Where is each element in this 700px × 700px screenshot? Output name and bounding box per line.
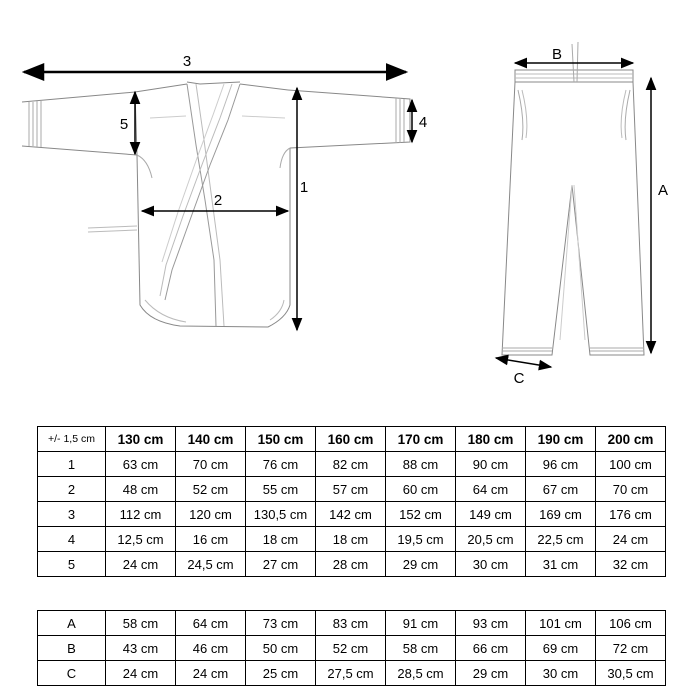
table-cell: 29 cm [456, 661, 526, 686]
row-label: C [38, 661, 106, 686]
table-cell: 91 cm [386, 611, 456, 636]
dimension-label-C: C [513, 370, 525, 387]
table-row [38, 527, 666, 552]
table-cell: 24 cm [176, 661, 246, 686]
table-cell: 58 cm [386, 636, 456, 661]
dimension-label-1: 1 [299, 179, 309, 196]
dimension-arrow-C [496, 358, 551, 367]
table-cell: 31 cm [526, 552, 596, 577]
table-row [38, 611, 666, 636]
table-cell: 67 cm [526, 477, 596, 502]
pants-dimensions [496, 63, 651, 367]
table-cell: 19,5 cm [386, 527, 456, 552]
table-cell: 27,5 cm [316, 661, 386, 686]
table-cell: 169 cm [526, 502, 596, 527]
dimension-label-2: 2 [213, 192, 223, 209]
table-cell: 83 cm [316, 611, 386, 636]
table-cell: 52 cm [176, 477, 246, 502]
table-cell: 24 cm [106, 552, 176, 577]
table-row [38, 502, 666, 527]
dimension-label-5: 5 [119, 116, 129, 133]
table-cell: 63 cm [106, 452, 176, 477]
table-cell: 18 cm [316, 527, 386, 552]
size-header: 190 cm [526, 427, 596, 452]
table-cell: 70 cm [596, 477, 666, 502]
table-cell: 20,5 cm [456, 527, 526, 552]
table-cell: 176 cm [596, 502, 666, 527]
row-label: 1 [38, 452, 106, 477]
table-cell: 101 cm [526, 611, 596, 636]
size-header: 160 cm [316, 427, 386, 452]
table-cell: 24 cm [106, 661, 176, 686]
table-cell: 30 cm [526, 661, 596, 686]
table-cell: 55 cm [246, 477, 316, 502]
pants-size-table [37, 610, 666, 686]
table-cell: 24 cm [596, 527, 666, 552]
table-row [38, 452, 666, 477]
table-cell: 43 cm [106, 636, 176, 661]
table-cell: 48 cm [106, 477, 176, 502]
table-cell: 50 cm [246, 636, 316, 661]
size-header: 140 cm [176, 427, 246, 452]
table-cell: 90 cm [456, 452, 526, 477]
table-row [38, 661, 666, 686]
table-cell: 16 cm [176, 527, 246, 552]
table-cell: 72 cm [596, 636, 666, 661]
dimension-label-4: 4 [418, 114, 428, 131]
jacket-size-table [37, 426, 666, 577]
table-cell: 29 cm [386, 552, 456, 577]
table-row [38, 636, 666, 661]
size-header: 150 cm [246, 427, 316, 452]
size-header: 180 cm [456, 427, 526, 452]
table-cell: 46 cm [176, 636, 246, 661]
table-cell: 142 cm [316, 502, 386, 527]
tolerance-cell: +/- 1,5 cm [38, 427, 106, 452]
table-cell: 57 cm [316, 477, 386, 502]
size-header: 130 cm [106, 427, 176, 452]
row-label: 4 [38, 527, 106, 552]
table-header-row [38, 427, 666, 452]
table-cell: 25 cm [246, 661, 316, 686]
table-cell: 112 cm [106, 502, 176, 527]
dimension-label-B: B [551, 46, 563, 63]
table-row [38, 477, 666, 502]
table-cell: 22,5 cm [526, 527, 596, 552]
table-cell: 28,5 cm [386, 661, 456, 686]
row-label: 2 [38, 477, 106, 502]
dimension-label-A: A [657, 182, 669, 199]
table-cell: 106 cm [596, 611, 666, 636]
table-cell: 93 cm [456, 611, 526, 636]
table-row [38, 552, 666, 577]
table-cell: 27 cm [246, 552, 316, 577]
row-label: B [38, 636, 106, 661]
table-cell: 18 cm [246, 527, 316, 552]
pants-drawing [502, 42, 644, 355]
table-cell: 69 cm [526, 636, 596, 661]
table-cell: 88 cm [386, 452, 456, 477]
table-cell: 120 cm [176, 502, 246, 527]
row-label: 5 [38, 552, 106, 577]
dimension-label-3: 3 [182, 53, 192, 70]
table-cell: 149 cm [456, 502, 526, 527]
table-cell: 64 cm [176, 611, 246, 636]
table-cell: 152 cm [386, 502, 456, 527]
row-label: A [38, 611, 106, 636]
table-cell: 100 cm [596, 452, 666, 477]
table-cell: 30 cm [456, 552, 526, 577]
table-cell: 130,5 cm [246, 502, 316, 527]
table-cell: 30,5 cm [596, 661, 666, 686]
table-cell: 28 cm [316, 552, 386, 577]
size-header: 170 cm [386, 427, 456, 452]
size-header: 200 cm [596, 427, 666, 452]
table-cell: 24,5 cm [176, 552, 246, 577]
table-cell: 96 cm [526, 452, 596, 477]
table-cell: 76 cm [246, 452, 316, 477]
table-cell: 64 cm [456, 477, 526, 502]
table-cell: 32 cm [596, 552, 666, 577]
table-cell: 12,5 cm [106, 527, 176, 552]
table-cell: 70 cm [176, 452, 246, 477]
row-label: 3 [38, 502, 106, 527]
table-cell: 73 cm [246, 611, 316, 636]
table-cell: 82 cm [316, 452, 386, 477]
table-cell: 60 cm [386, 477, 456, 502]
table-cell: 66 cm [456, 636, 526, 661]
table-cell: 52 cm [316, 636, 386, 661]
table-cell: 58 cm [106, 611, 176, 636]
